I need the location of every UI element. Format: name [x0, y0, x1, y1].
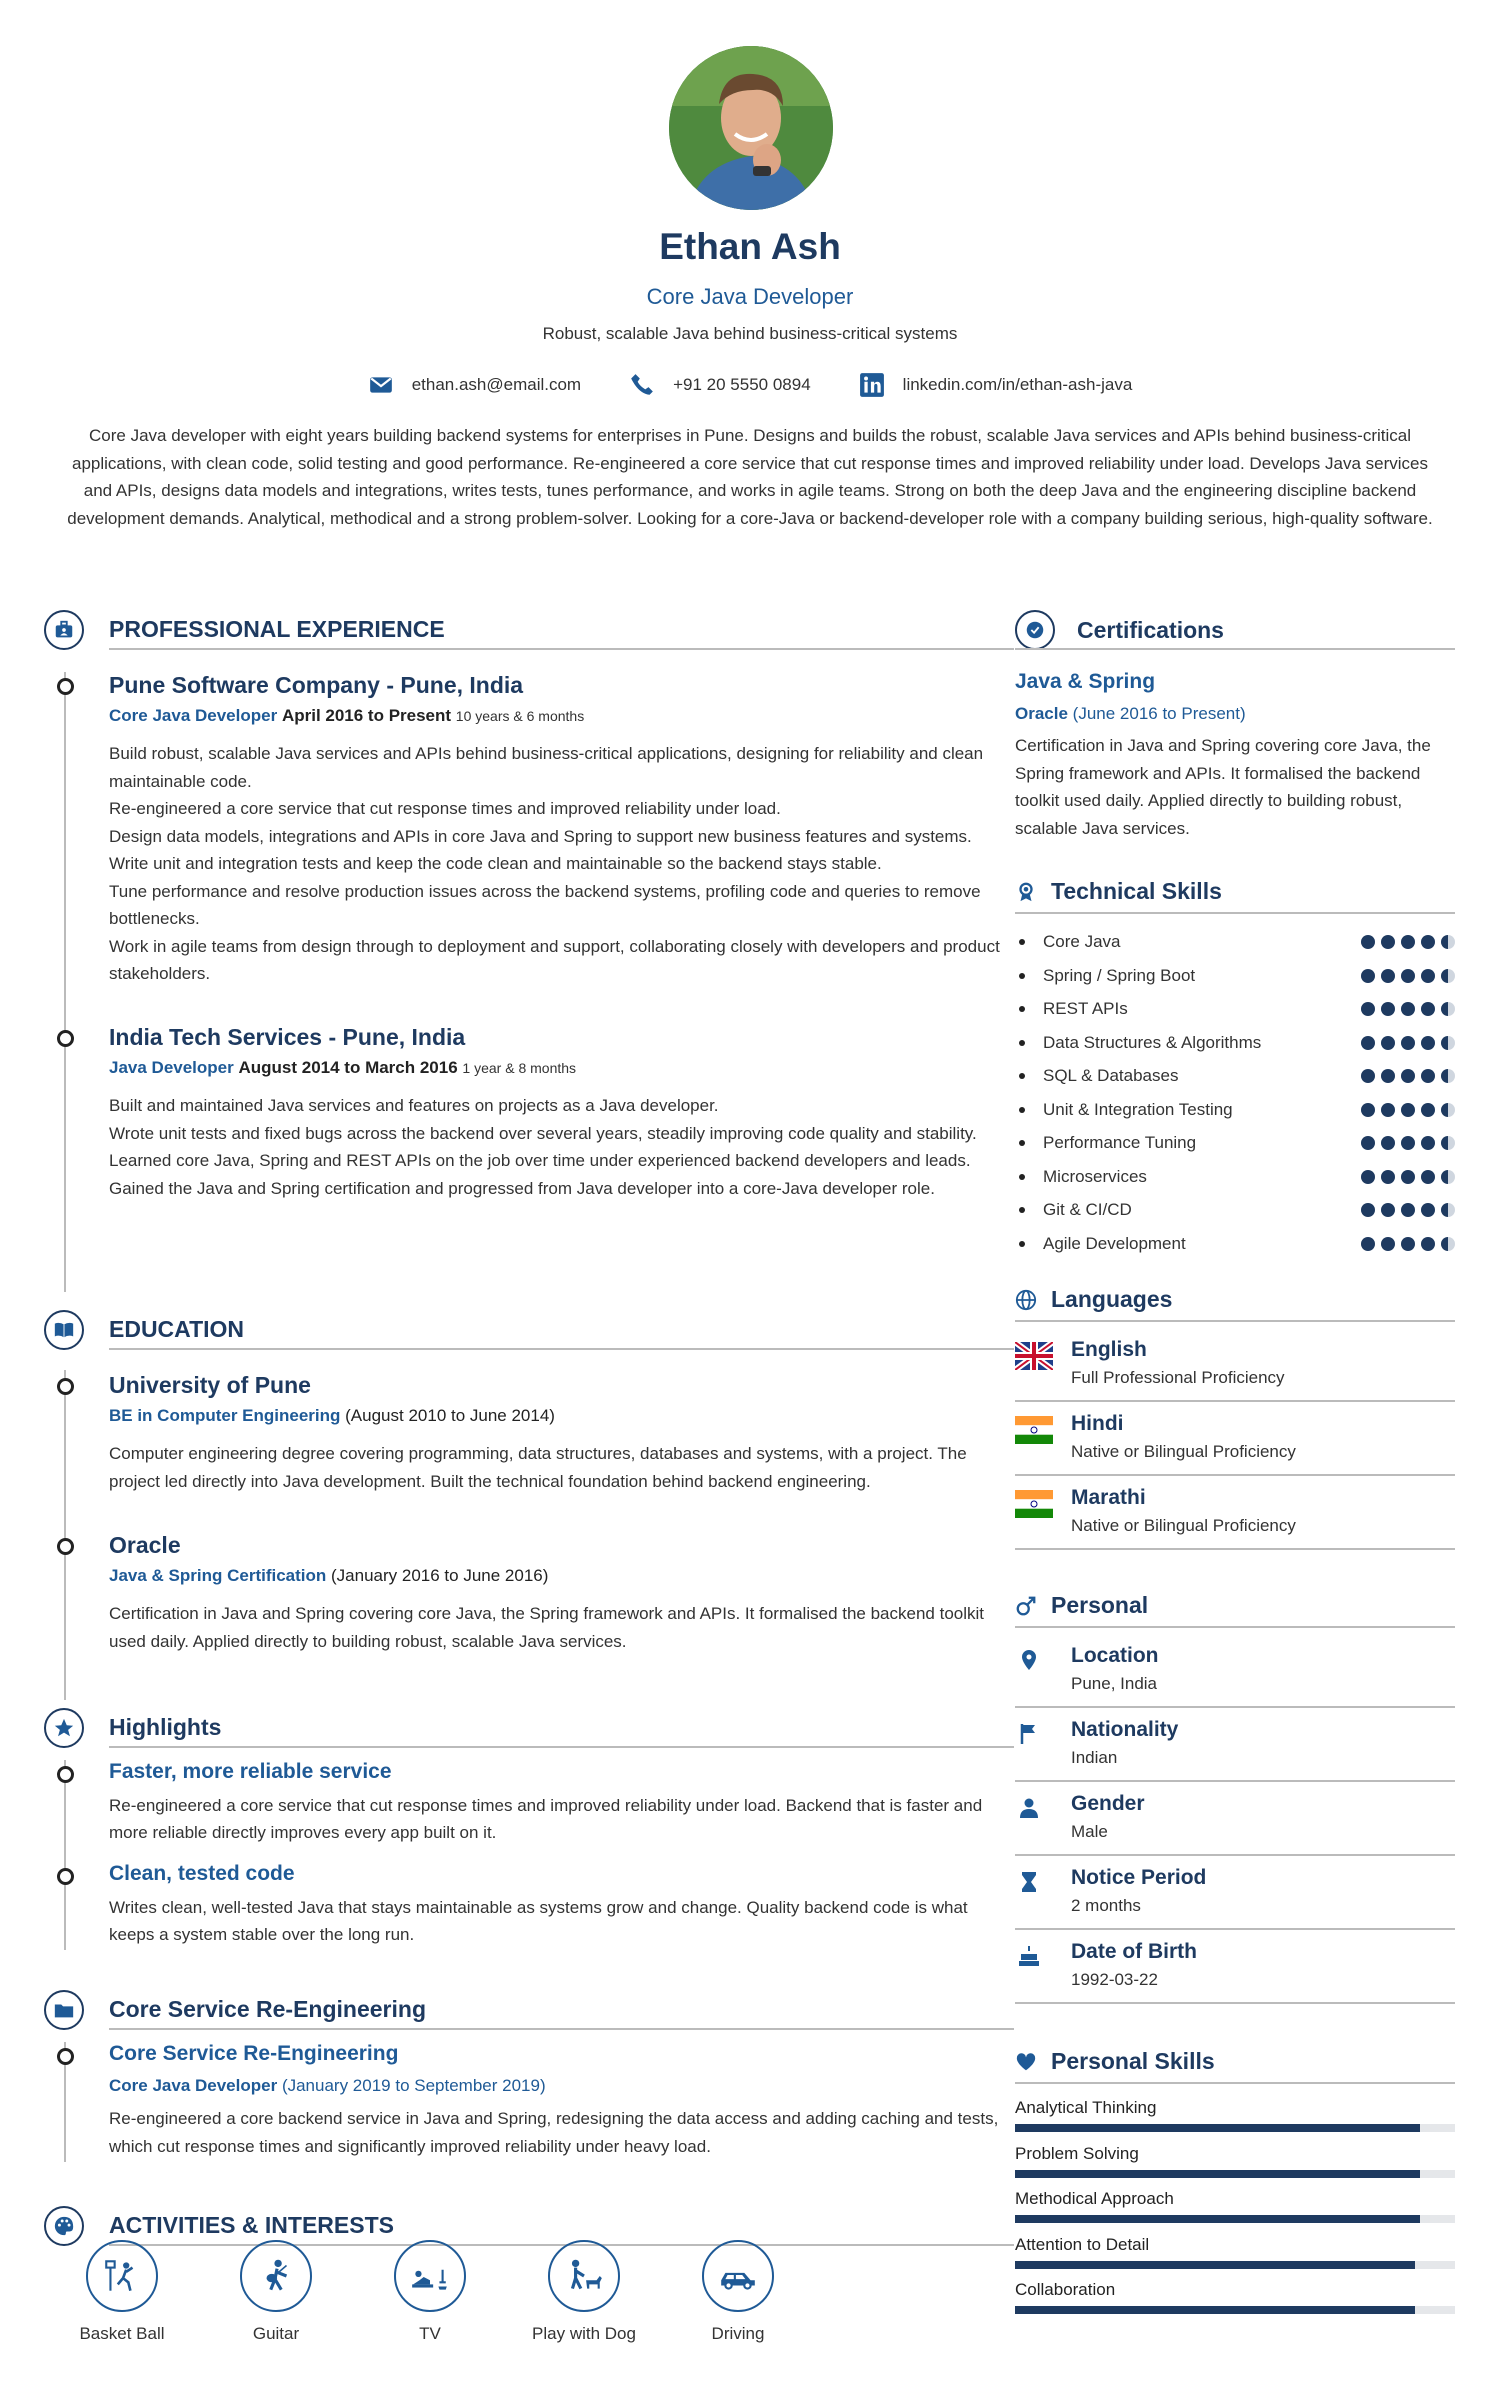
skill-name: Microservices [1043, 1166, 1147, 1186]
skill-bar [1015, 2261, 1455, 2269]
job-bullet: Build robust, scalable Java services and APIs behind business-critical applications, designing for reliability and clean maintainable code. [109, 744, 984, 791]
timeline-dot [57, 1766, 74, 1783]
divider [109, 648, 1014, 650]
highlight-title: Faster, more reliable service [109, 1760, 392, 1783]
book-icon [44, 1310, 84, 1350]
skill-bar-fill [1015, 2261, 1415, 2269]
job-company: India Tech Services - Pune, India [109, 1024, 466, 1050]
highlight-desc: Re-engineered a core service that cut response times and improved reliability under load. Backend that is faster and more reliable directly improves every app built on it. [109, 1795, 983, 1842]
skill-rating [1361, 1237, 1455, 1251]
bullet [1019, 939, 1025, 945]
job-bullet: Wrote unit tests and fixed bugs across the backend over several years, steadily improving code quality and stability. [109, 1123, 977, 1143]
skill-row [1015, 1100, 1455, 1120]
job-role-line: Core Java Developer April 2016 to Present 10 years & 6 months [109, 706, 585, 725]
job-bullet: Work in agile teams from design through to deployment and support, collaborating closely with developers and product stakeholders. [109, 936, 1000, 983]
rating-dot [1441, 1136, 1455, 1150]
award-icon [1015, 881, 1037, 903]
divider [1015, 1780, 1455, 1782]
activity-item [216, 2240, 336, 2344]
skill-name: SQL & Databases [1043, 1066, 1179, 1085]
skill-row [1015, 932, 1455, 952]
tv-icon [394, 2240, 466, 2312]
language-level: Full Professional Proficiency [1071, 1368, 1285, 1387]
phone-text: +91 20 5550 0894 [673, 375, 811, 394]
personal-label: Location [1071, 1644, 1159, 1667]
job-bullet: Write unit and integration tests and keep the code clean and maintainable so the backend stays stable. [109, 854, 882, 873]
education-desc: Certification in Java and Spring covering core Java, the Spring framework and APIs. It formalised the backend toolkit used daily. Applied directly to building robust, scalable Java services. [109, 1604, 985, 1651]
project-section-header [44, 1990, 974, 2030]
highlight-title: Clean, tested code [109, 1862, 295, 1885]
experience-heading: PROFESSIONAL EXPERIENCE [109, 616, 445, 642]
certification-item [1015, 670, 1455, 842]
skill-name: Data Structures & Algorithms [1043, 1032, 1262, 1052]
bullet [1019, 1040, 1025, 1046]
skill-rating [1361, 1136, 1455, 1150]
rating-dot [1441, 969, 1455, 983]
skill-bar-fill [1015, 2215, 1420, 2223]
personal-label: Nationality [1071, 1718, 1179, 1741]
highlights-heading: Highlights [109, 1714, 222, 1740]
job-bullet: Gained the Java and Spring certification and progressed from Java developer into a core-Java developer role. [109, 1178, 935, 1198]
location-icon [1017, 1648, 1041, 1672]
briefcase-user-icon [44, 610, 84, 650]
rating-dot [1361, 1136, 1375, 1150]
personal-skill-name: Problem Solving [1015, 2143, 1139, 2163]
divider [1015, 1320, 1455, 1322]
candidate-title: Core Java Developer [646, 284, 854, 309]
heart-icon [1015, 2051, 1037, 2073]
certification-desc: Certification in Java and Spring covering core Java, the Spring framework and APIs. It formalised the backend toolkit used daily. Applied directly to building robust, scalable Java services. [1015, 736, 1431, 838]
activity-label: TV [419, 2324, 441, 2343]
language-name: Marathi [1071, 1486, 1146, 1509]
rating-dot [1421, 935, 1435, 949]
job-role-line: Java Developer August 2014 to March 2016 1 year & 8 months [109, 1058, 577, 1077]
job-bullet: Design data models, integrations and APIs in core Java and Spring to support new business features and systems. [109, 826, 972, 846]
rating-dot [1361, 1237, 1375, 1251]
personal-section-header [1015, 1592, 1455, 1619]
timeline-line [64, 1370, 66, 1700]
personal-skill-row [1015, 2189, 1455, 2209]
uk-flag-icon [1015, 1342, 1053, 1370]
personal-skills-section-header [1015, 2048, 1455, 2075]
india-flag-icon [1015, 1490, 1053, 1518]
skills-heading: Technical Skills [1051, 878, 1222, 904]
skill-name: Performance Tuning [1043, 1133, 1197, 1152]
divider [1015, 1706, 1455, 1708]
contact-linkedin[interactable] [859, 372, 1133, 398]
activity-item [524, 2240, 644, 2344]
skill-rating [1361, 1203, 1455, 1217]
language-level: Native or Bilingual Proficiency [1071, 1516, 1296, 1535]
divider [1015, 648, 1455, 650]
certifications-heading: Certifications [1077, 616, 1224, 643]
rating-dot [1421, 1136, 1435, 1150]
rating-dot [1401, 1237, 1415, 1251]
rating-dot [1401, 1203, 1415, 1217]
timeline-line [64, 672, 66, 1292]
activity-label: Basket Ball [79, 2324, 165, 2343]
rating-dot [1381, 935, 1395, 949]
skill-bar-fill [1015, 2124, 1420, 2132]
rating-dot [1441, 1069, 1455, 1083]
skill-rating [1361, 1036, 1455, 1050]
skill-bar [1015, 2124, 1455, 2132]
rating-dot [1401, 935, 1415, 949]
project-desc: Re-engineered a core backend service in Java and Spring, redesigning the data access and adding caching and tests, which cut response times and significantly improved reliability under heavy load. [109, 2109, 999, 2156]
email-icon [368, 372, 394, 398]
rating-dot [1421, 1036, 1435, 1050]
bullet [1019, 1207, 1025, 1213]
activity-item [370, 2240, 490, 2344]
highlight-item [109, 1758, 1009, 1847]
highlights-section-header [44, 1708, 974, 1748]
personal-skill-name: Collaboration [1015, 2280, 1116, 2299]
rating-dot [1361, 1036, 1375, 1050]
rating-dot [1381, 1170, 1395, 1184]
skill-bar [1015, 2170, 1455, 2178]
rating-dot [1421, 1069, 1435, 1083]
activity-label: Guitar [252, 2324, 300, 2343]
skill-row [1015, 1033, 1455, 1053]
school-name: Oracle [109, 1532, 181, 1558]
activities-section-header [44, 2206, 974, 2246]
rating-dot [1381, 1002, 1395, 1016]
divider [1015, 1474, 1455, 1476]
person-icon [1017, 1796, 1041, 1820]
linkedin-icon [859, 372, 885, 398]
rating-dot [1401, 1069, 1415, 1083]
rating-dot [1361, 1103, 1375, 1117]
male-icon [1015, 1595, 1037, 1617]
skill-name: Spring / Spring Boot [1043, 965, 1196, 985]
rating-dot [1421, 1002, 1435, 1016]
education-section-header [44, 1310, 974, 1350]
job-company: Pune Software Company - Pune, India [109, 672, 524, 698]
divider [109, 2028, 1014, 2030]
timeline-dot [57, 678, 74, 695]
hourglass-icon [1017, 1870, 1041, 1894]
divider [1015, 1400, 1455, 1402]
personal-label: Gender [1071, 1792, 1145, 1815]
activity-label: Driving [711, 2324, 765, 2343]
bullet [1019, 1140, 1025, 1146]
language-level: Native or Bilingual Proficiency [1071, 1442, 1296, 1461]
cake-icon [1017, 1944, 1041, 1968]
rating-dot [1421, 1203, 1435, 1217]
divider [1015, 1854, 1455, 1856]
skill-bar-fill [1015, 2306, 1415, 2314]
rating-dot [1381, 1203, 1395, 1217]
personal-value: Male [1071, 1822, 1108, 1841]
tagline: Robust, scalable Java behind business-critical systems [542, 324, 958, 343]
car-icon [702, 2240, 774, 2312]
languages-section-header [1015, 1286, 1455, 1313]
rating-dot [1381, 1237, 1395, 1251]
rating-dot [1421, 1170, 1435, 1184]
rating-dot [1381, 1103, 1395, 1117]
candidate-name: Ethan Ash [659, 226, 841, 267]
rating-dot [1401, 1002, 1415, 1016]
rating-dot [1401, 1036, 1415, 1050]
bullet [1019, 1107, 1025, 1113]
divider [1015, 1928, 1455, 1930]
skill-name: REST APIs [1043, 999, 1128, 1018]
activity-label: Play with Dog [532, 2324, 636, 2343]
degree-line: Java & Spring Certification (January 2016 to June 2016) [109, 1566, 549, 1585]
skill-row [1015, 1133, 1455, 1153]
rating-dot [1361, 1069, 1375, 1083]
degree-line: BE in Computer Engineering (August 2010 to June 2014) [109, 1406, 555, 1425]
badge-check-icon [1015, 610, 1055, 650]
rating-dot [1361, 1203, 1375, 1217]
highlight-item [109, 1860, 1009, 1949]
profile-photo [669, 46, 833, 210]
skill-name: Agile Development [1043, 1233, 1186, 1253]
star-icon [44, 1708, 84, 1748]
personal-label: Notice Period [1071, 1866, 1207, 1889]
rating-dot [1441, 935, 1455, 949]
divider [1015, 912, 1455, 914]
activity-item [62, 2240, 182, 2344]
contact-phone[interactable] [629, 372, 811, 398]
rating-dot [1401, 1103, 1415, 1117]
bullet [1019, 1174, 1025, 1180]
education-desc: Computer engineering degree covering programming, data structures, databases and systems, with a project. The project led directly into Java development. Built the technical foundation behind backend engineering. [109, 1444, 967, 1491]
skill-bar [1015, 2215, 1455, 2223]
rating-dot [1441, 1170, 1455, 1184]
bullet [1019, 1006, 1025, 1012]
bullet [1019, 1241, 1025, 1247]
project-heading: Core Service Re-Engineering [109, 1996, 426, 2022]
personal-value: Indian [1071, 1748, 1118, 1767]
contact-email[interactable] [368, 372, 581, 398]
personal-skill-name: Analytical Thinking [1015, 2098, 1157, 2117]
rating-dot [1401, 969, 1415, 983]
divider [1015, 1626, 1455, 1628]
personal-skill-row [1015, 2235, 1455, 2255]
india-flag-icon [1015, 1416, 1053, 1444]
personal-skill-name: Attention to Detail [1015, 2234, 1150, 2254]
rating-dot [1361, 935, 1375, 949]
school-name: University of Pune [109, 1372, 311, 1398]
rating-dot [1361, 1002, 1375, 1016]
rating-dot [1441, 1203, 1455, 1217]
folder-icon [44, 1990, 84, 2030]
certification-name: Java & Spring [1015, 670, 1156, 693]
activities-heading: ACTIVITIES & INTERESTS [109, 2212, 394, 2238]
skill-rating [1361, 935, 1455, 949]
skill-row [1015, 1167, 1455, 1187]
job-bullet: Tune performance and resolve production issues across the backend systems, profiling code and queries to remove bottlenecks. [109, 881, 981, 928]
rating-dot [1361, 1170, 1375, 1184]
divider [109, 1348, 1014, 1350]
job-bullet: Learned core Java, Spring and REST APIs on the job over time under experienced backend developers and leads. [109, 1151, 971, 1170]
globe-icon [1015, 1289, 1037, 1311]
rating-dot [1441, 1002, 1455, 1016]
personal-skill-row [1015, 2280, 1455, 2300]
rating-dot [1441, 1237, 1455, 1251]
flag-icon [1017, 1722, 1041, 1746]
personal-value: Pune, India [1071, 1674, 1158, 1693]
skill-name: Core Java [1043, 932, 1121, 951]
languages-heading: Languages [1051, 1286, 1173, 1312]
personal-skill-name: Methodical Approach [1015, 2189, 1174, 2208]
language-name: English [1071, 1338, 1147, 1361]
rating-dot [1401, 1136, 1415, 1150]
skill-row [1015, 1200, 1455, 1220]
job-bullets [109, 1092, 1009, 1202]
project-item [109, 2040, 1009, 2160]
timeline-dot [57, 1378, 74, 1395]
divider [1015, 2002, 1455, 2004]
divider [109, 1746, 1014, 1748]
bullet [1019, 1073, 1025, 1079]
skill-rating [1361, 1002, 1455, 1016]
email-text: ethan.ash@email.com [411, 375, 582, 394]
skill-row [1015, 1066, 1455, 1086]
timeline-dot [57, 1030, 74, 1047]
divider [1015, 1548, 1455, 1550]
summary: Core Java developer with eight years building backend systems for enterprises in Pune. Designs and builds the robust, scalable Java services and APIs behind business-critical applications, with clean code, solid testing and good performance. Re-engineered a core service that cut response times and improved reliability under load. Develops Java services and APIs, designs data models and integrations, writes tests, tunes performance, and works in agile teams. Strong on both the deep Java and the engineering discipline backend development demands. Analytical, methodical and a strong problem-solver. Looking for a core-Java or backend-developer role with a company building serious, high-quality software. [67, 426, 1433, 528]
dog-icon [548, 2240, 620, 2312]
bullet [1019, 973, 1025, 979]
rating-dot [1381, 1136, 1395, 1150]
rating-dot [1441, 1103, 1455, 1117]
timeline-dot [57, 1868, 74, 1885]
education-heading: EDUCATION [109, 1316, 245, 1342]
project-title: Core Service Re-Engineering [109, 2042, 399, 2065]
skill-name: Git & CI/CD [1043, 1200, 1132, 1219]
rating-dot [1421, 1103, 1435, 1117]
rating-dot [1381, 1036, 1395, 1050]
project-role-line: Core Java Developer (January 2019 to September 2019) [109, 2075, 546, 2095]
phone-icon [629, 372, 655, 398]
divider [1015, 2082, 1455, 2084]
timeline-dot [57, 1538, 74, 1555]
experience-section-header [44, 610, 974, 650]
rating-dot [1381, 1069, 1395, 1083]
language-name: Hindi [1071, 1412, 1124, 1435]
activity-item [678, 2240, 798, 2344]
rating-dot [1361, 969, 1375, 983]
personal-label: Date of Birth [1071, 1940, 1197, 1963]
rating-dot [1401, 1170, 1415, 1184]
personal-value: 1992-03-22 [1071, 1970, 1158, 1989]
skill-row [1015, 1234, 1455, 1254]
skill-bar-fill [1015, 2170, 1420, 2178]
personal-heading: Personal [1051, 1592, 1149, 1618]
certifications-section-header [1015, 610, 1455, 650]
job-bullets [109, 740, 1009, 988]
skill-name: Unit & Integration Testing [1043, 1099, 1233, 1119]
certification-issuer-line: Oracle (June 2016 to Present) [1015, 704, 1246, 723]
basketball-icon [86, 2240, 158, 2312]
skill-row [1015, 966, 1455, 986]
guitar-icon [240, 2240, 312, 2312]
skill-rating [1361, 1069, 1455, 1083]
timeline-line [64, 1760, 66, 1950]
timeline-dot [57, 2048, 74, 2065]
linkedin-text: linkedin.com/in/ethan-ash-java [902, 375, 1133, 394]
highlight-desc: Writes clean, well-tested Java that stays maintainable as systems grow and change. Quality backend code is what keeps a system stable over the long run. [109, 1897, 968, 1944]
skill-row [1015, 999, 1455, 1019]
rating-dot [1441, 1036, 1455, 1050]
contact-bar [0, 372, 1500, 398]
skill-rating [1361, 1170, 1455, 1184]
rating-dot [1421, 1237, 1435, 1251]
job-bullet: Re-engineered a core service that cut response times and improved reliability under load. [109, 799, 781, 818]
rating-dot [1421, 969, 1435, 983]
personal-skill-row [1015, 2098, 1455, 2118]
skills-section-header [1015, 878, 1455, 905]
rating-dot [1381, 969, 1395, 983]
personal-value: 2 months [1071, 1896, 1141, 1915]
skill-rating [1361, 969, 1455, 983]
job-bullet: Built and maintained Java services and features on projects as a Java developer. [109, 1096, 719, 1115]
personal-skill-row [1015, 2144, 1455, 2164]
skill-bar [1015, 2306, 1455, 2314]
skill-rating [1361, 1103, 1455, 1117]
personal-skills-heading: Personal Skills [1051, 2048, 1215, 2074]
